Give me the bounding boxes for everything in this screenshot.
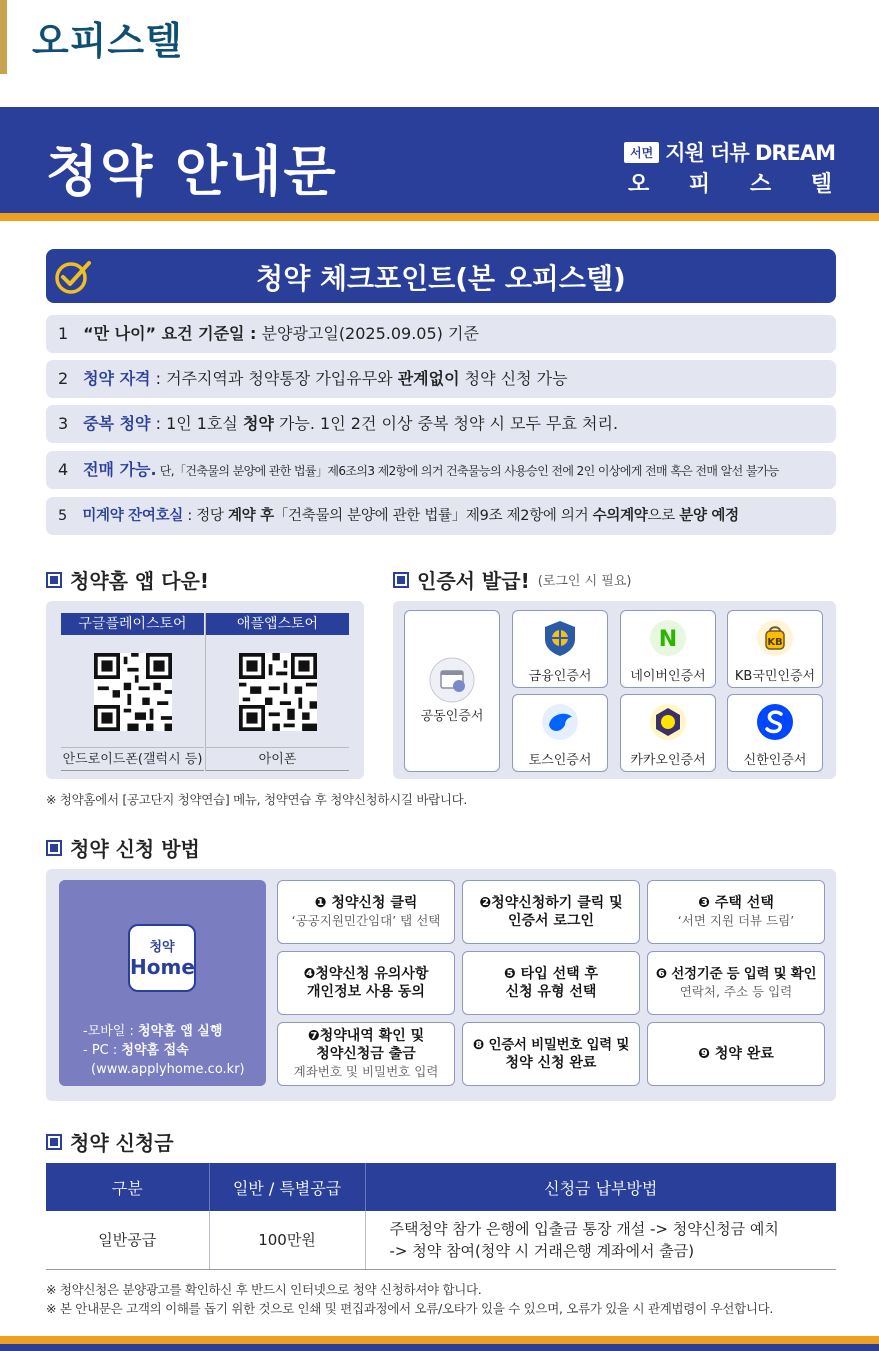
app-store-column <box>206 613 349 771</box>
qr-code-icon[interactable] <box>239 653 317 731</box>
brand-tag: 서면 <box>624 142 659 163</box>
step-card: ❶ 청약신청 클릭 ‘공공지원민간임대’ 탭 선택 <box>277 880 455 944</box>
shinhan-icon <box>756 703 794 741</box>
cert-label: 공동인증서 <box>420 709 484 724</box>
table-row <box>46 1211 836 1269</box>
footer-stripe <box>0 1336 879 1344</box>
category-header <box>0 0 879 74</box>
practice-note: ※ 청약홈에서 [공고단지 청약연습] 메뉴, 청약연습 후 청약신청하시길 바랍니다. <box>46 792 468 807</box>
brand-subtitle: 오 피 스 텔 <box>628 172 832 197</box>
table-cell: 주택청약 참가 은행에 입출금 통장 개설 -> 청약신청금 예치 -> 청약 참여(청약 시 거래은행 계좌에서 출금) <box>365 1211 836 1269</box>
applyhome-logo[interactable]: 청약 Home <box>128 924 196 992</box>
column-header: 신청금 납부방법 <box>365 1163 836 1211</box>
section-square-icon <box>393 572 409 588</box>
step-card: ❼청약내역 확인 및 청약신청금 출금 계좌번호 및 비밀번호 입력 <box>277 1022 455 1086</box>
checkpoint-item: 4 전매 가능. 단,「건축물의 분양에 관한 법률」제6조의3 제2항에 의거 건축물능의 사용승인 전에 2인 이상에게 전매 혹은 전매 알선 불가능 <box>46 451 836 489</box>
footnote: ※ 청약신청은 분양광고를 확인하신 후 반드시 인터넷으로 청약 신청하셔야 합니다. <box>46 1282 482 1297</box>
kakao-icon <box>649 703 687 741</box>
cert-label: 네이버인증서 <box>630 669 706 684</box>
step-card: ❾ 청약 완료 <box>647 1022 825 1086</box>
kb-cert-card[interactable] <box>727 610 823 688</box>
naver-icon <box>649 619 687 657</box>
store-name: 애플앱스토어 <box>206 613 349 635</box>
brand-logo <box>624 139 836 198</box>
step-card: ❷청약신청하기 클릭 및 인증서 로그인 <box>462 880 640 944</box>
app-download-panel <box>46 601 364 779</box>
column-header: 구분 <box>46 1163 209 1211</box>
column-header: 일반 / 특별공급 <box>209 1163 365 1211</box>
svg-text:N: N <box>658 627 678 652</box>
step-card: ❻ 선정기준 등 입력 및 확인 연락처, 주소 등 입력 <box>647 951 825 1015</box>
checkpoint-header <box>46 249 836 303</box>
certificate-heading: 인증서 발급! (로그인 시 필요) <box>393 565 631 594</box>
checkpoint-item: 2 청약 자격 : 거주지역과 청약통장 가입유무와 관계없이 청약 신청 가능 <box>46 360 836 398</box>
applyhome-url[interactable]: (www.applyhome.co.kr) <box>91 1062 245 1077</box>
applyhome-instructions: -모바일 : 청약홈 앱 실행 - PC : 청약홈 접속 (www.applyhome.co.kr) <box>83 1024 245 1077</box>
applyhome-card <box>59 880 266 1086</box>
cert-label: 신한인증서 <box>743 753 807 768</box>
app-download-heading: 청약홈 앱 다운! <box>46 565 209 594</box>
table-cell: 100만원 <box>209 1211 365 1269</box>
how-to-heading: 청약 신청 방법 <box>46 833 200 862</box>
cert-label: KB국민인증서 <box>734 669 816 684</box>
store-name: 구글플레이스토어 <box>61 613 204 635</box>
step-card: ❺ 타입 선택 후 신청 유형 선택 <box>462 951 640 1015</box>
toss-cert-card[interactable] <box>512 694 608 772</box>
step-card: ❽ 인증서 비밀번호 입력 및 청약 신청 완료 <box>462 1022 640 1086</box>
fee-heading: 청약 신청금 <box>46 1127 174 1156</box>
kakao-cert-card[interactable] <box>620 694 716 772</box>
table-cell: 일반공급 <box>46 1211 209 1269</box>
table-header-row <box>46 1163 836 1211</box>
certificate-panel <box>393 601 836 779</box>
qr-code-icon[interactable] <box>94 653 172 731</box>
banner-stripe <box>0 213 879 221</box>
brand-name: 지원 더뷰 DREAM <box>665 141 836 165</box>
checkpoint-item: 3 중복 청약 : 1인 1호실 청약 가능. 1인 2건 이상 중복 청약 시 모두 무효 처리. <box>46 405 836 443</box>
checkpoint-item: 5 미계약 잔여호실 : 정당 계약 후「건축물의 분양에 관한 법률」제9조 제2항에 의거 수의계약으로 분양 예정 <box>46 497 836 535</box>
step-card: ❸ 주택 선택 ‘서면 지원 더뷰 드림’ <box>647 880 825 944</box>
google-play-column <box>61 613 204 771</box>
section-square-icon <box>46 1134 62 1150</box>
cert-label: 카카오인증서 <box>630 753 706 768</box>
category-accent-bar <box>0 0 7 74</box>
fee-table <box>46 1163 836 1270</box>
kb-icon <box>756 619 794 657</box>
device-label: 안드로이드폰(갤럭시 등) <box>61 747 204 771</box>
category-label: 오피스텔 <box>32 19 183 63</box>
checkpoint-title: 청약 체크포인트(본 오피스텔) <box>256 262 626 295</box>
section-square-icon <box>46 572 62 588</box>
device-label: 아이폰 <box>206 747 349 771</box>
footer-stripe <box>0 1344 879 1351</box>
how-to-panel <box>46 869 836 1101</box>
title-banner <box>0 107 879 213</box>
footnote: ※ 본 안내문은 고객의 이해를 돕기 위한 것으로 인쇄 및 편집과정에서 오류/오타가 있을 수 있으며, 오류가 있을 시 관계법령이 우선합니다. <box>46 1301 774 1316</box>
naver-cert-card[interactable] <box>620 610 716 688</box>
cert-label: 금융인증서 <box>528 669 592 684</box>
checkpoint-item: 1 “만 나이” 요건 기준일 : 분양광고일(2025.09.05) 기준 <box>46 315 836 353</box>
step-card: ❹청약신청 유의사항 개인정보 사용 동의 <box>277 951 455 1015</box>
joint-cert-icon <box>429 657 475 703</box>
page-title: 청약 안내문 <box>46 140 338 203</box>
finance-cert-card[interactable] <box>512 610 608 688</box>
shinhan-cert-card[interactable] <box>727 694 823 772</box>
finance-cert-icon <box>541 619 579 657</box>
joint-cert-card[interactable] <box>404 610 500 772</box>
toss-icon <box>541 703 579 741</box>
section-square-icon <box>46 840 62 856</box>
cert-label: 토스인증서 <box>528 753 592 768</box>
svg-text:KB: KB <box>767 637 783 648</box>
